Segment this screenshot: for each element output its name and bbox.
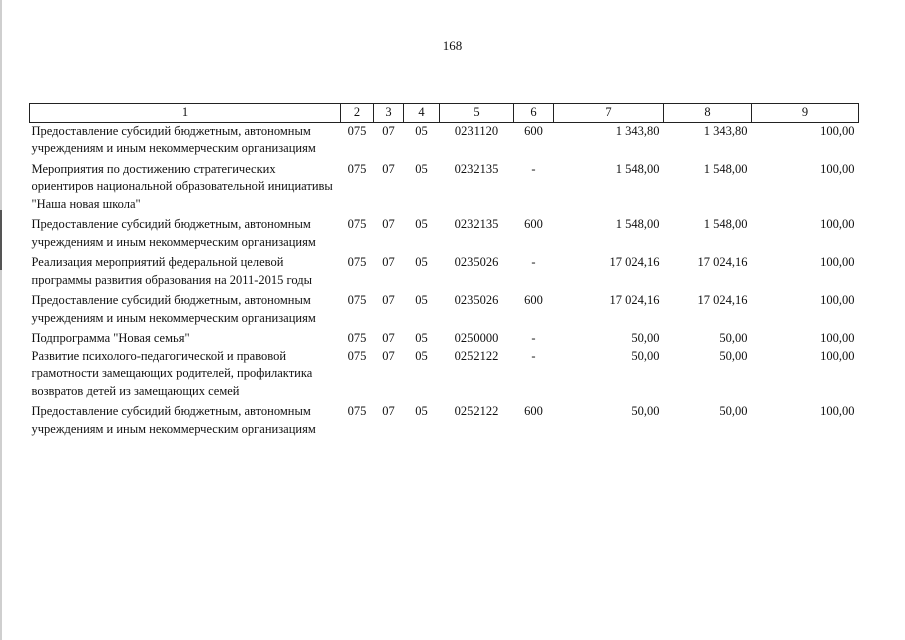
header-col-4: 4 — [404, 104, 440, 123]
header-col-8: 8 — [664, 104, 752, 123]
row-c8: 1 548,00 — [703, 161, 748, 176]
row-c6: 600 — [524, 293, 543, 307]
row-c6: 600 — [524, 123, 543, 138]
row-c5: 0235026 — [454, 293, 499, 307]
row-c2: 075 — [347, 293, 367, 307]
row-c3: 07 — [382, 331, 395, 345]
row-c8: 50,00 — [719, 348, 748, 363]
table-row — [30, 254, 859, 292]
table-row — [30, 292, 859, 330]
header-col-5: 5 — [440, 104, 514, 123]
row-c3: 07 — [382, 161, 395, 176]
row-c6: 600 — [524, 217, 543, 231]
row-c9: 100,00 — [820, 348, 855, 363]
row-c3: 07 — [382, 255, 395, 269]
scan-edge-mark — [0, 210, 2, 270]
row-c3: 07 — [382, 404, 395, 418]
row-c4: 05 — [415, 255, 428, 269]
budget-table — [29, 103, 859, 441]
row-c8: 50,00 — [719, 404, 748, 418]
row-c9: 100,00 — [820, 293, 855, 307]
header-col-6: 6 — [514, 104, 554, 123]
row-name: Предоставление субсидий бюджетным, автономным учреждениям и иным некоммерческим организациям — [31, 217, 316, 249]
row-c4: 05 — [415, 123, 428, 138]
row-c6: - — [531, 161, 536, 176]
row-c8: 1 548,00 — [703, 217, 748, 231]
row-name: Развитие психолого-педагогической и правовой грамотности замещающих родителей, профилактика возвратов детей из замещающих семей — [31, 348, 313, 398]
row-c6: 600 — [524, 404, 543, 418]
row-c2: 075 — [347, 217, 367, 231]
row-c7: 1 548,00 — [615, 217, 660, 231]
table-row — [30, 403, 859, 441]
table-row — [30, 122, 859, 161]
row-c2: 075 — [347, 331, 367, 345]
row-c4: 05 — [415, 293, 428, 307]
row-name: Предоставление субсидий бюджетным, автономным учреждениям и иным некоммерческим организациям — [31, 293, 316, 325]
table-row — [30, 161, 859, 217]
row-c5: 0235026 — [454, 255, 499, 269]
row-name: Реализация мероприятий федеральной целевой программы развития образования на 2011-2015 годы — [31, 255, 313, 287]
row-c7: 50,00 — [631, 404, 660, 418]
row-c8: 17 024,16 — [697, 293, 748, 307]
row-c6: - — [531, 331, 536, 345]
row-c4: 05 — [415, 161, 428, 176]
row-c8: 50,00 — [719, 331, 748, 345]
row-c5: 0232135 — [454, 161, 499, 176]
row-c7: 1 343,80 — [615, 123, 660, 138]
row-c7: 17 024,16 — [609, 293, 660, 307]
row-c4: 05 — [415, 217, 428, 231]
row-c2: 075 — [347, 404, 367, 418]
row-c6: - — [531, 255, 536, 269]
row-c8: 1 343,80 — [703, 123, 748, 138]
row-name: Предоставление субсидий бюджетным, автономным учреждениям и иным некоммерческим организациям — [31, 123, 316, 155]
row-c9: 100,00 — [820, 217, 855, 231]
row-c5: 0231120 — [454, 123, 499, 138]
row-c6: - — [531, 348, 536, 363]
table-row — [30, 348, 859, 404]
row-c2: 075 — [347, 255, 367, 269]
row-c8: 17 024,16 — [697, 255, 748, 269]
header-col-3: 3 — [374, 104, 404, 123]
table-header-row — [30, 104, 859, 123]
row-c5: 0250000 — [454, 331, 499, 345]
row-name: Предоставление субсидий бюджетным, автономным учреждениям и иным некоммерческим организациям — [31, 404, 316, 436]
header-col-7: 7 — [554, 104, 664, 123]
row-c3: 07 — [382, 123, 395, 138]
page-number: 168 — [442, 38, 463, 53]
row-name: Мероприятия по достижению стратегических ориентиров национальной образовательной инициативы "Наша новая школа" — [31, 161, 333, 211]
header-col-1: 1 — [30, 104, 341, 123]
row-c4: 05 — [415, 404, 428, 418]
row-c7: 50,00 — [631, 348, 660, 363]
table-row — [30, 216, 859, 254]
row-c2: 075 — [347, 348, 367, 363]
row-c5: 0252122 — [454, 348, 499, 363]
scan-edge — [0, 0, 2, 640]
row-c5: 0232135 — [454, 217, 499, 231]
row-c2: 075 — [347, 161, 367, 176]
row-c2: 075 — [347, 123, 367, 138]
row-c7: 1 548,00 — [615, 161, 660, 176]
row-c9: 100,00 — [820, 255, 855, 269]
row-c7: 50,00 — [631, 331, 660, 345]
row-c4: 05 — [415, 331, 428, 345]
row-c7: 17 024,16 — [609, 255, 660, 269]
table-row — [30, 330, 859, 348]
row-c3: 07 — [382, 217, 395, 231]
row-c3: 07 — [382, 293, 395, 307]
header-col-9: 9 — [752, 104, 859, 123]
row-c9: 100,00 — [820, 331, 855, 345]
row-c9: 100,00 — [820, 123, 855, 138]
row-c3: 07 — [382, 348, 395, 363]
row-c9: 100,00 — [820, 404, 855, 418]
row-c5: 0252122 — [454, 404, 499, 418]
header-col-2: 2 — [341, 104, 374, 123]
row-c4: 05 — [415, 348, 428, 363]
row-c9: 100,00 — [820, 161, 855, 176]
row-name: Подпрограмма "Новая семья" — [31, 331, 190, 345]
